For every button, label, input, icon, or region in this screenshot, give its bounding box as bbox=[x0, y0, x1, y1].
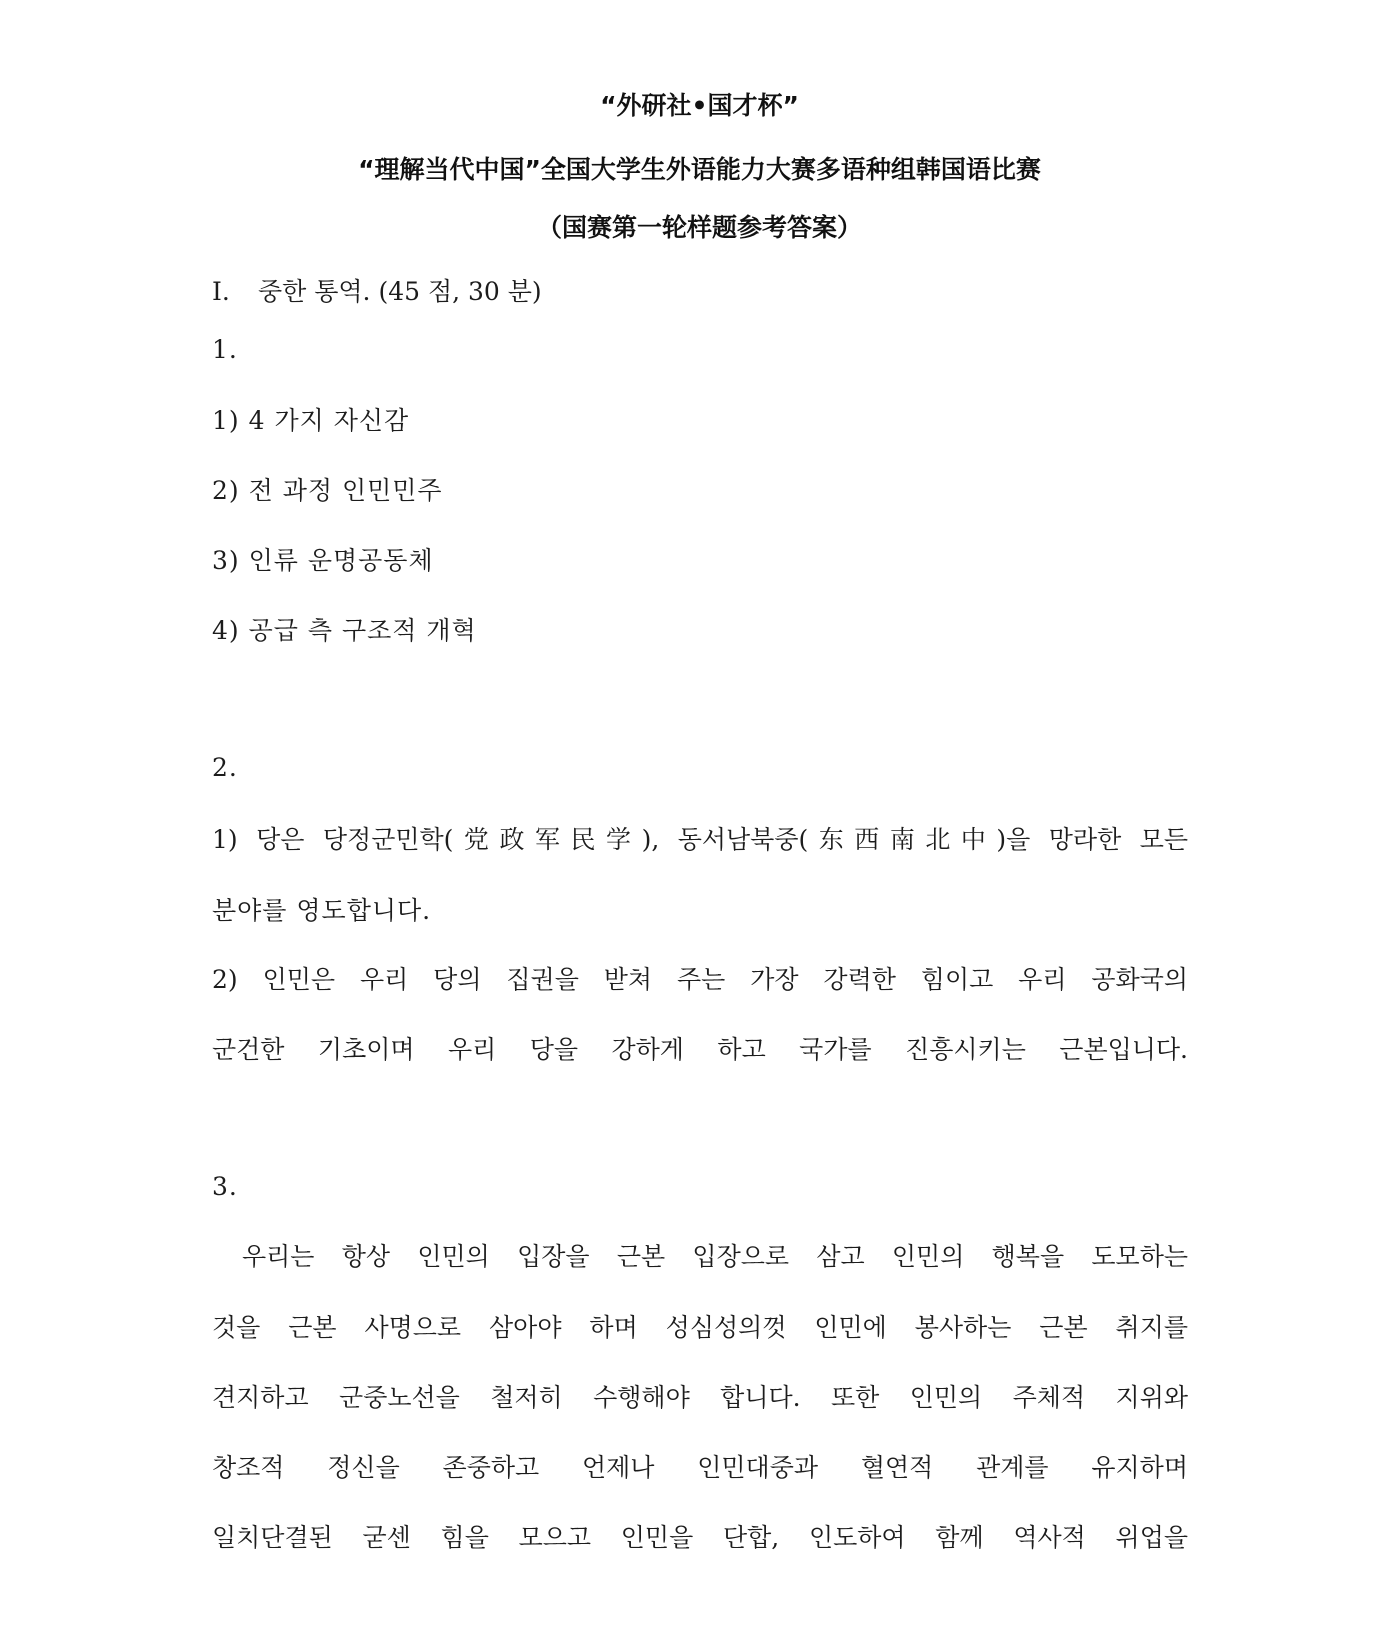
document-title-line-3: （国赛第一轮样题参考答案） bbox=[536, 213, 862, 242]
document-title-line-2: “理解当代中国”全国大学生外语能力大赛多语种组韩国语比赛 bbox=[358, 155, 1041, 184]
question-3-line-3: 견지하고 군중노선을 철저히 수행해야 합니다. 또한 인민의 주체적 지위와 bbox=[212, 1383, 1188, 1412]
question-1-item-1: 1) 4 가지 자신감 bbox=[212, 406, 410, 435]
question-2-line-3: 2) 인민은 우리 당의 집권을 받쳐 주는 가장 강력한 힘이고 우리 공화국의 bbox=[212, 965, 1188, 994]
question-2-line-1: 1) 당은 당정군민학(党政军民学), 동서남북중(东西南北中)을 망라한 모든 bbox=[212, 825, 1188, 854]
question-3-line-4: 창조적 정신을 존중하고 언제나 인민대중과 혈연적 관계를 유지하며 bbox=[212, 1453, 1188, 1482]
question-2-number: 2. bbox=[212, 753, 238, 782]
document-title-line-1: “外研社•国才杯” bbox=[600, 91, 799, 120]
question-3-number: 3. bbox=[212, 1172, 238, 1201]
section-heading bbox=[212, 272, 542, 308]
question-2-line-4: 군건한 기초이며 우리 당을 강하게 하고 국가를 진흥시키는 근본입니다. bbox=[212, 1035, 1188, 1064]
question-3-line-5: 일치단결된 굳센 힘을 모으고 인민을 단합, 인도하여 함께 역사적 위업을 bbox=[212, 1523, 1188, 1552]
question-3-line-2: 것을 근본 사명으로 삼아야 하며 성심성의껏 인민에 봉사하는 근본 취지를 bbox=[212, 1313, 1188, 1342]
section-heading-text: 중한 통역. (45 점, 30 분) bbox=[258, 277, 542, 306]
section-numeral: I. bbox=[212, 277, 230, 306]
question-2-line-2: 분야를 영도합니다. bbox=[212, 896, 432, 925]
question-1-number: 1. bbox=[212, 335, 238, 364]
question-3-line-1: 우리는 항상 인민의 입장을 근본 입장으로 삼고 인민의 행복을 도모하는 bbox=[242, 1242, 1188, 1271]
question-1-item-3: 3) 인류 운명공동체 bbox=[212, 546, 434, 575]
question-1-item-2: 2) 전 과정 인민민주 bbox=[212, 476, 443, 505]
question-1-item-4: 4) 공급 측 구조적 개혁 bbox=[212, 616, 477, 645]
